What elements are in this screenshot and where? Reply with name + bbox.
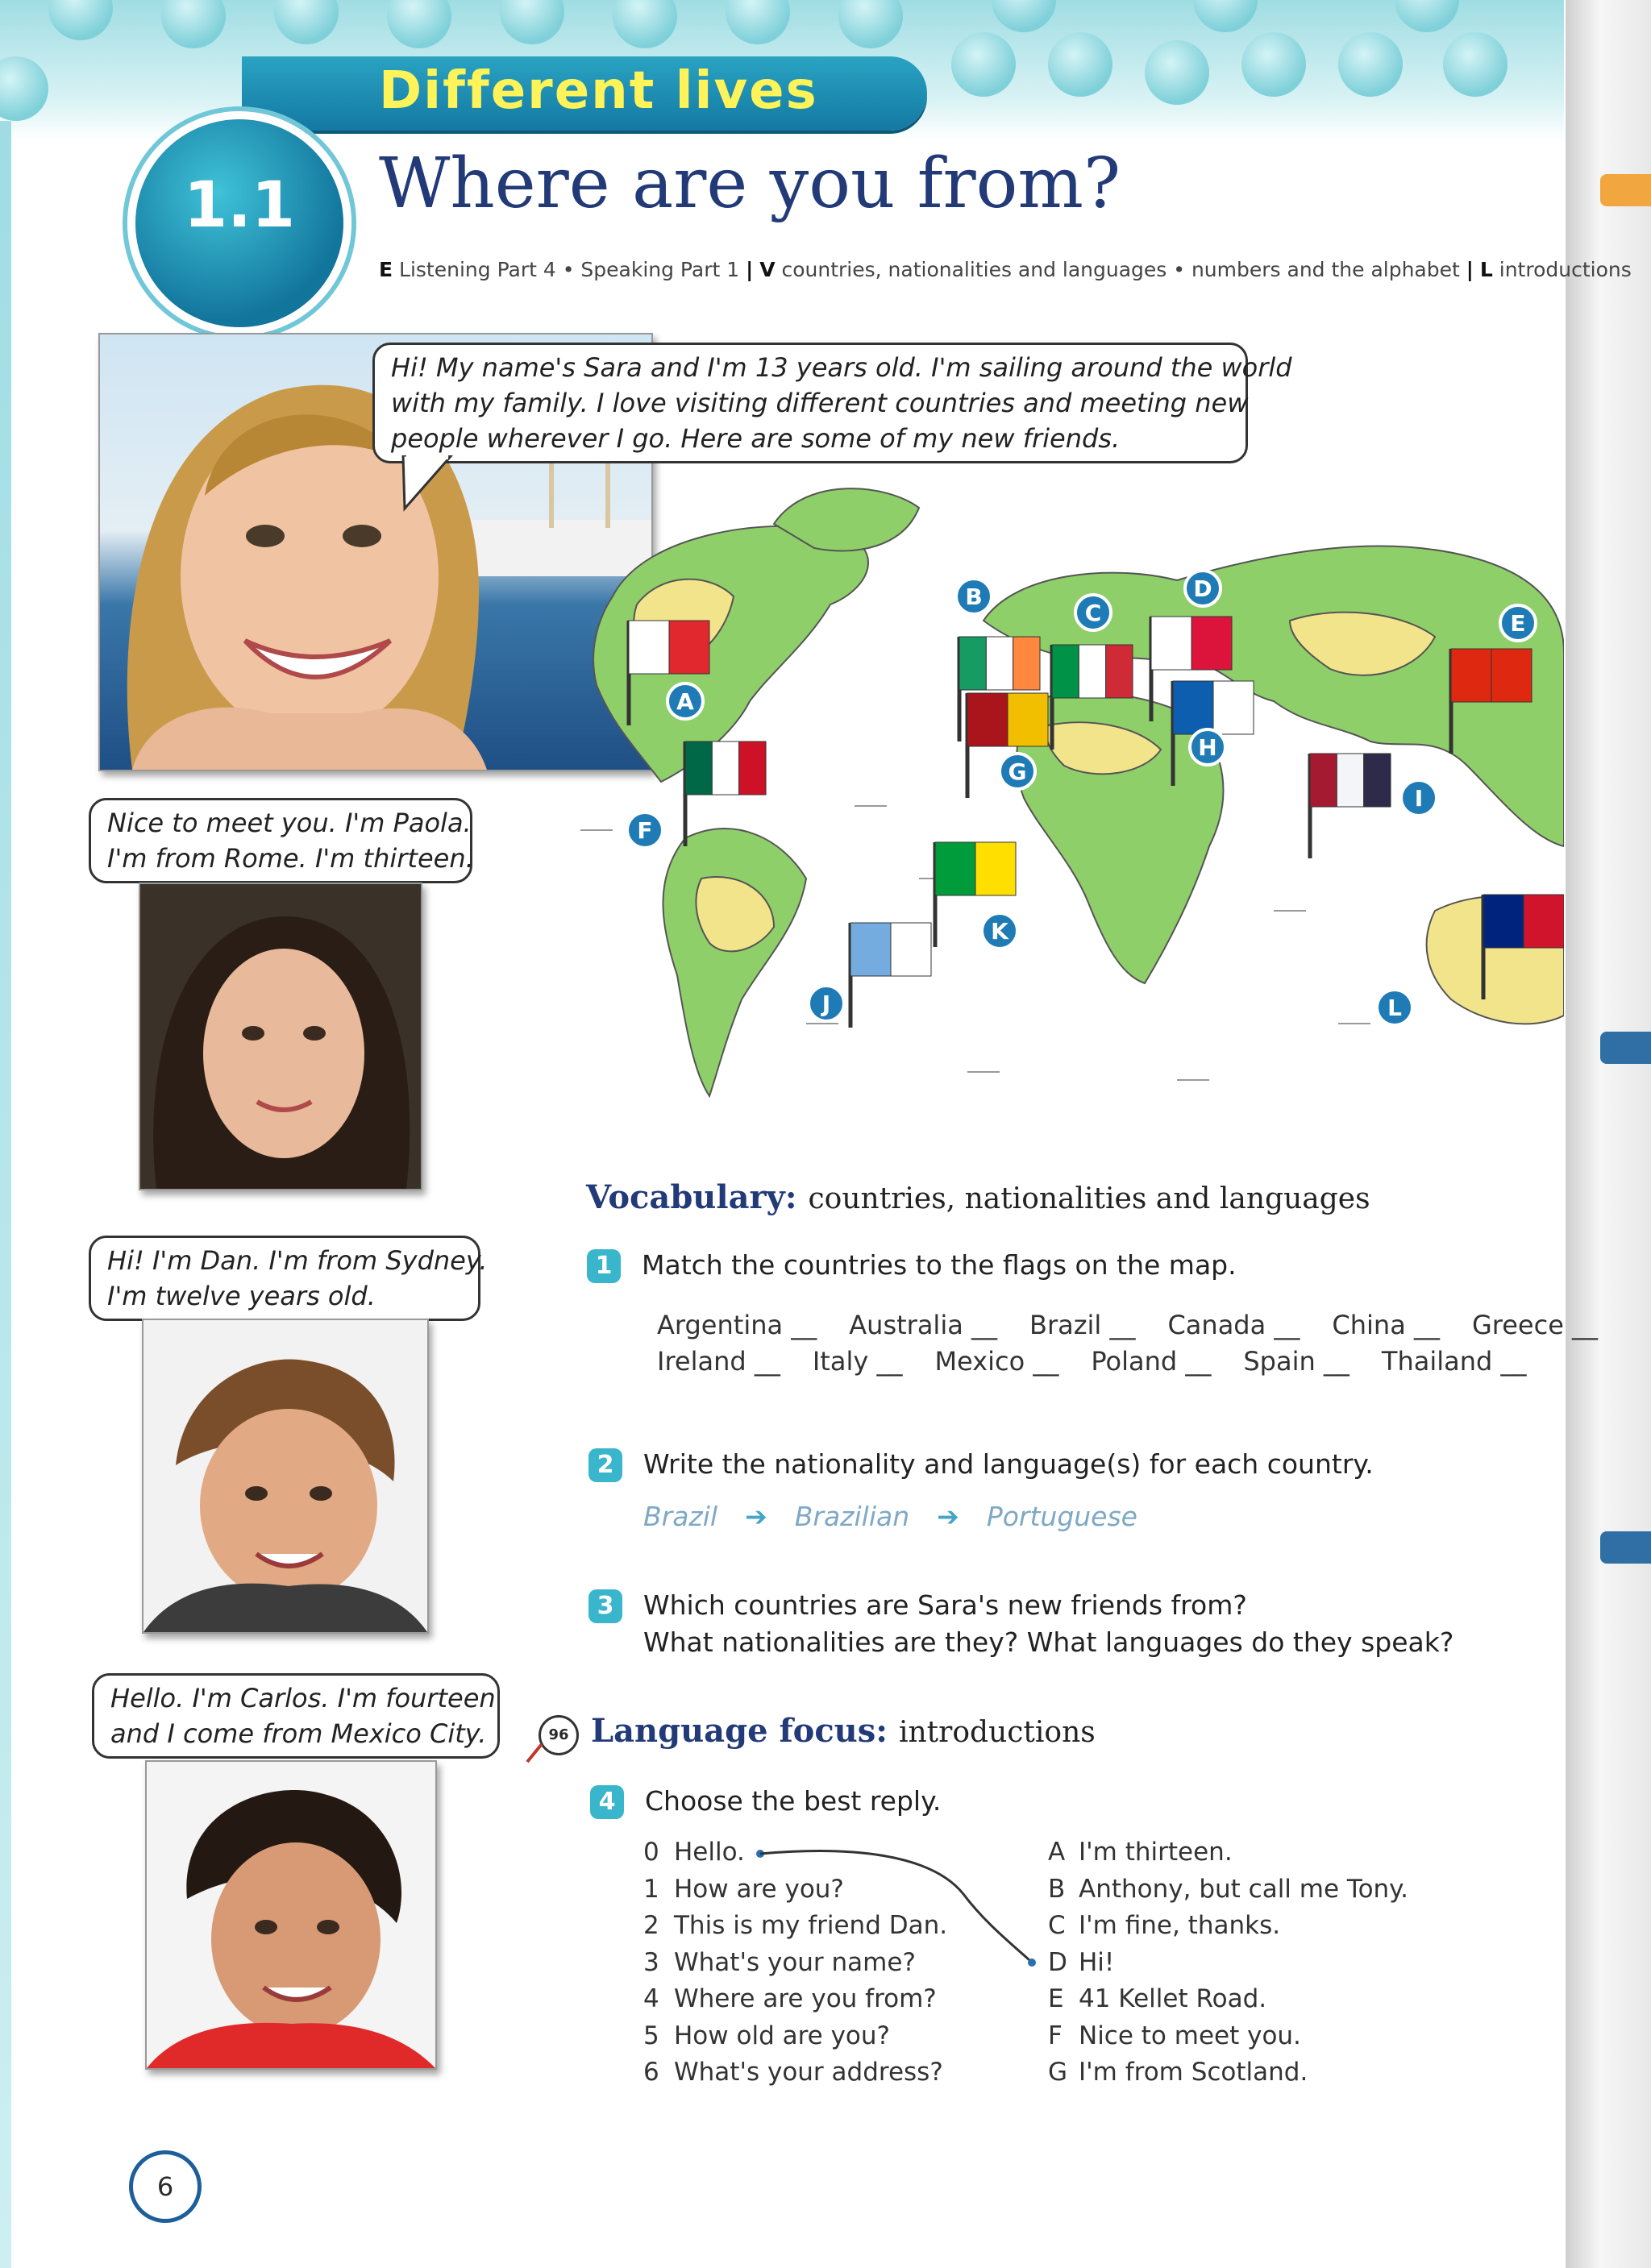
reply-list — [1048, 1834, 1408, 2091]
exercise-1-instruction: Match the countries to the flags on the map. — [642, 1249, 1237, 1281]
flag-J — [809, 923, 931, 1028]
paola-photo — [139, 883, 422, 1190]
exercise-4-instruction: Choose the best reply. — [645, 1785, 942, 1817]
flag-label: I — [1414, 785, 1424, 812]
world-map — [564, 459, 1564, 1136]
flag-label: G — [1008, 758, 1027, 785]
flag-label: B — [965, 584, 983, 610]
exercise-number: 1 — [587, 1249, 621, 1283]
next-page-tab — [1600, 1531, 1651, 1564]
language-focus-heading: Language focus: introductions — [591, 1712, 1096, 1750]
flag-label: E — [1510, 610, 1526, 637]
unit-number-badge — [127, 111, 351, 335]
list-item: B Anthony, but call me Tony. — [1048, 1874, 1408, 1904]
list-item: 0 Hello. — [643, 1838, 745, 1867]
next-page-tab — [1600, 1032, 1651, 1064]
section-title-pill — [242, 56, 927, 131]
exercise-3-line-2: What nationalities are they? What languages do they speak? — [643, 1626, 1454, 1658]
speech-bubble-sara: Hi! My name's Sara and I'm 13 years old. I'm sailing around the world with my family. I love visiting different countries and meeting new people wherever I go. Here are some of my new friends. — [372, 343, 1248, 463]
unit-number: 1.1 — [183, 169, 296, 242]
page-title: Where are you from? — [379, 143, 1121, 224]
flag-label: C — [1084, 600, 1102, 626]
flag-I — [1310, 754, 1437, 858]
list-item: 1 How are you? — [643, 1874, 844, 1904]
exercise-number: 4 — [590, 1785, 624, 1819]
flag-K — [935, 842, 1017, 949]
flag-label: K — [991, 918, 1008, 945]
exercise-2-example: Brazil ➔ Brazilian ➔ Portuguese — [643, 1501, 1137, 1532]
next-page-tab — [1600, 174, 1651, 206]
vocabulary-heading: Vocabulary: countries, nationalities and languages — [586, 1178, 1370, 1216]
list-item: E 41 Kellet Road. — [1048, 1984, 1267, 2013]
list-item: F Nice to meet you. — [1048, 2021, 1301, 2050]
arrow-right-icon: ➔ — [745, 1501, 767, 1532]
list-item: 4 Where are you from? — [643, 1984, 937, 2013]
page-spine — [1566, 0, 1651, 2268]
flag-label: F — [637, 817, 653, 844]
exercise-2-instruction: Write the nationality and language(s) for each country. — [643, 1448, 1374, 1480]
list-item: C I'm fine, thanks. — [1048, 1911, 1281, 1940]
list-item: 2 This is my friend Dan. — [643, 1911, 948, 1940]
speech-bubble-tail — [395, 455, 468, 512]
carlos-photo — [145, 1760, 437, 2070]
section-title: Different lives — [379, 61, 818, 121]
exercise-3-line-1: Which countries are Sara's new friends from? — [643, 1589, 1247, 1621]
example-match-line — [754, 1846, 1044, 1975]
left-margin-bar — [0, 121, 11, 2268]
speech-bubble-dan: Hi! I'm Dan. I'm from Sydney. I'm twelve years old. — [89, 1236, 480, 1321]
speech-bubble-paola: Nice to meet you. I'm Paola. I'm from Rome. I'm thirteen. — [89, 798, 472, 883]
flag-label: J — [821, 991, 831, 1017]
flag-label: D — [1193, 575, 1212, 602]
world-map-svg — [564, 459, 1564, 1136]
country-list-row-2: Ireland __ Italy __ Mexico __ Poland __ Spain __ Thailand __ — [657, 1346, 1527, 1377]
list-item: 6 What's your address? — [643, 2058, 943, 2087]
arrow-right-icon: ➔ — [937, 1501, 959, 1532]
list-item: 5 How old are you? — [643, 2021, 890, 2050]
country-list-row-1: Argentina __ Australia __ Brazil __ Canada __ China __ Greece __ — [657, 1310, 1599, 1340]
list-item: 3 What's your name? — [643, 1947, 916, 1977]
skills-line: E Listening Part 4 • Speaking Part 1 | V countries, nationalities and languages • numbers and the alphabet | L introductions — [379, 258, 1632, 281]
flag-label: H — [1198, 734, 1217, 761]
exercise-number: 2 — [588, 1448, 622, 1482]
magnifier-icon — [524, 1741, 548, 1765]
dan-photo — [142, 1319, 429, 1634]
audio-track-badge: 96 — [539, 1715, 579, 1755]
exercise-number: 3 — [588, 1589, 622, 1623]
list-item: G I'm from Scotland. — [1048, 2058, 1308, 2087]
list-item: D Hi! — [1048, 1947, 1115, 1977]
list-item: A I'm thirteen. — [1048, 1838, 1233, 1867]
speech-bubble-carlos: Hello. I'm Carlos. I'm fourteen and I come from Mexico City. — [92, 1673, 500, 1759]
flag-label: L — [1387, 995, 1402, 1021]
page-number: 6 — [129, 2150, 202, 2223]
flag-label: A — [676, 688, 694, 715]
